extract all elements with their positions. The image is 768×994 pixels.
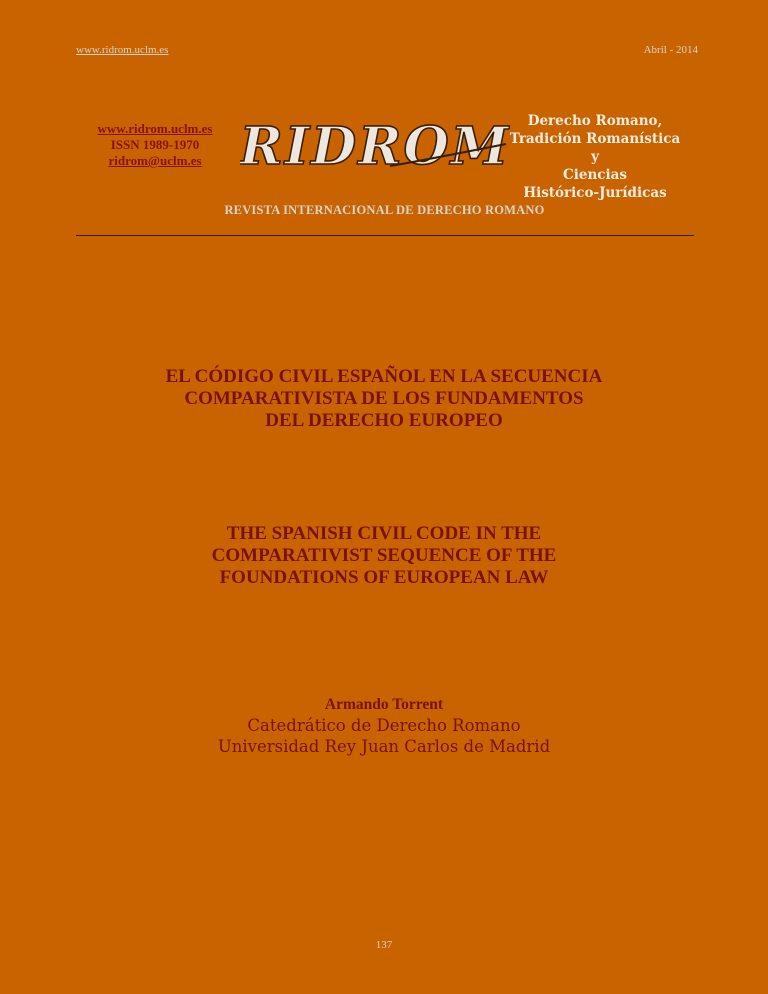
author-position: Catedrático de Derecho Romano [247,716,521,735]
journal-tagline [506,112,684,202]
tagline-line: Ciencias [563,167,627,183]
page-number: 137 [375,939,393,951]
logo-text: RIDROM [240,116,510,177]
journal-name: REVISTA INTERNACIONAL DE DERECHO ROMANO [224,203,545,217]
issn-text: ISSN 1989-1970 [110,137,200,152]
title-line: DEL DERECHO EUROPEO [265,410,503,431]
title-spanish [84,366,684,432]
website-link[interactable]: www.ridrom.uclm.es [97,121,213,136]
header-url-link[interactable]: www.ridrom.uclm.es [76,44,169,56]
author-name: Armando Torrent [324,696,444,713]
contact-block [80,121,230,169]
title-line: COMPARATIVIST SEQUENCE OF THE [211,545,557,566]
header-date: Abril - 2014 [643,44,698,56]
tagline-line: Derecho Romano, [527,113,663,129]
title-line: COMPARATIVISTA DE LOS FUNDAMENTOS [184,388,584,409]
title-line: THE SPANISH CIVIL CODE IN THE [226,523,542,544]
tagline-line: Histórico-Jurídicas [523,185,667,201]
title-english [84,523,684,589]
header-divider [76,235,694,236]
ridrom-logo [240,108,510,180]
title-line: EL CÓDIGO CIVIL ESPAÑOL EN LA SECUENCIA [165,366,603,387]
title-line: FOUNDATIONS OF EUROPEAN LAW [219,567,549,588]
author-institution: Universidad Rey Juan Carlos de Madrid [217,737,551,756]
email-link[interactable]: ridrom@uclm.es [108,153,202,168]
tagline-line: Tradición Romanística y [509,131,681,165]
